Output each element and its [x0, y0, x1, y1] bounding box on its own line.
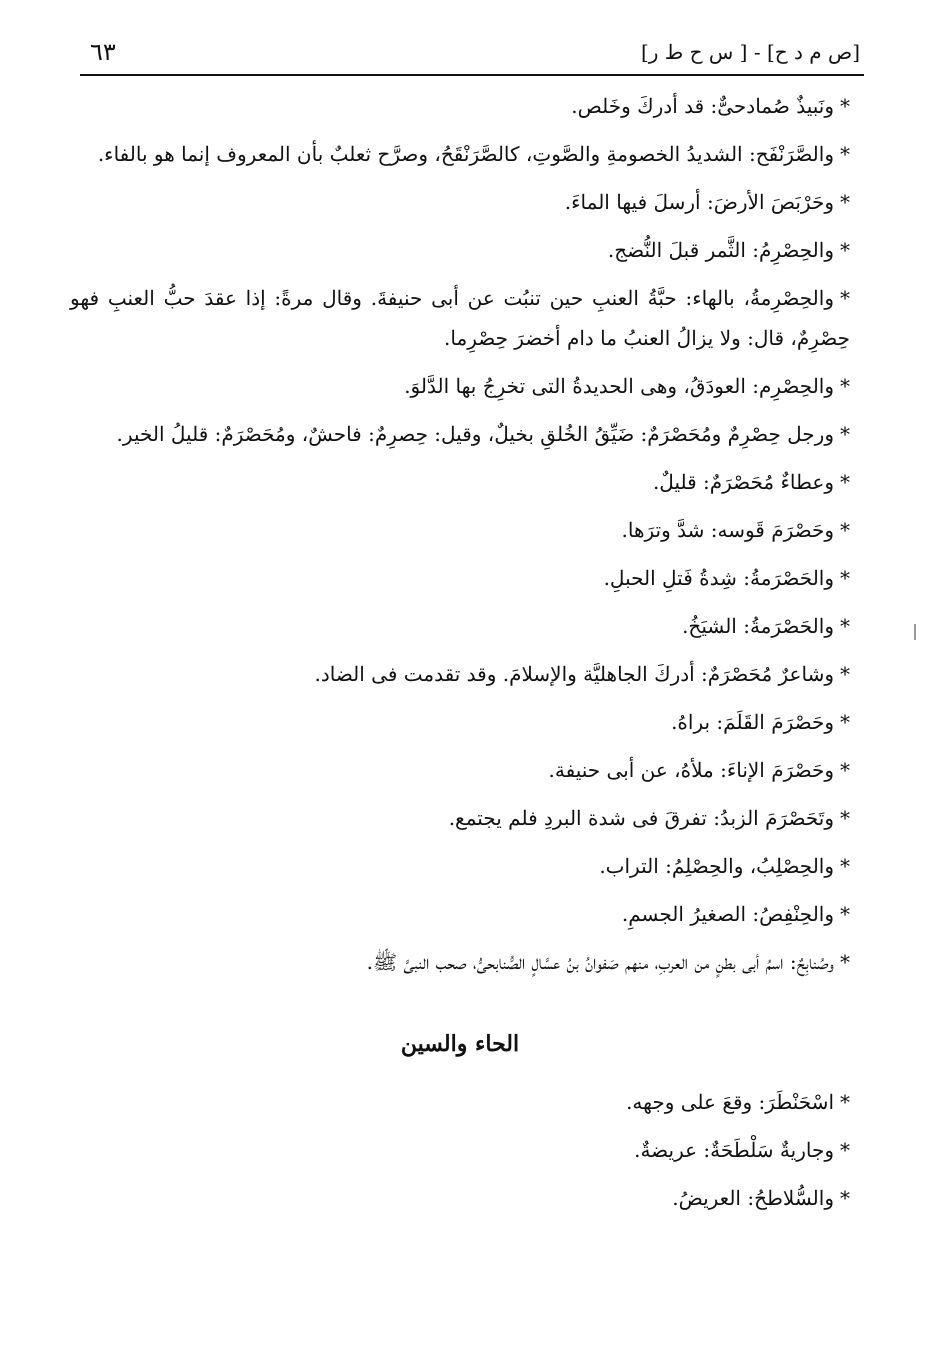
asterisk-marker: *: [840, 374, 850, 398]
entry: [70, 702, 850, 742]
asterisk-marker: *: [840, 238, 850, 262]
margin-mark: [914, 624, 916, 640]
asterisk-marker: *: [840, 806, 850, 830]
entry-text: والحَصْرَمةُ: شِدةُ فَتلِ الحبلِ.: [603, 566, 834, 590]
entry-text: وتَحَصْرَمَ الزبدُ: تفرقَ فى شدة البردِ فلم يجتمع.: [448, 806, 834, 830]
page-header: [80, 34, 864, 76]
entry-text: وحَصْرَمَ القَلَمَ: براهُ.: [671, 710, 834, 734]
asterisk-marker: *: [840, 950, 850, 974]
asterisk-marker: *: [840, 1138, 850, 1162]
entry: [70, 846, 850, 886]
entry: [70, 510, 850, 550]
entry-text: وحَصْرَمَ الإناءَ: ملأهُ، عن أبى حنيفة.: [548, 758, 834, 782]
entry-text: والصَّرَنْفَح: الشديدُ الخصومةِ والصَّوتِ، كالصَّرَنْقَحُ، وصرَّح ثعلبٌ بأن المعروف إنما هو بالفاء.: [97, 142, 834, 166]
entry: [70, 230, 850, 270]
entry: [70, 558, 850, 598]
asterisk-marker: *: [840, 94, 850, 118]
entry: [70, 1082, 850, 1122]
entry-text: والسُّلاطحُ: العريضُ.: [672, 1186, 834, 1210]
asterisk-marker: *: [840, 902, 850, 926]
entry: [70, 1178, 850, 1218]
entry-text: والحِصْرِمُ: الثَّمر قبلَ النُّضج.: [607, 238, 834, 262]
entry: [70, 462, 850, 502]
header-title: [ص م د ح] - [ س ح ط ر]: [640, 40, 860, 64]
asterisk-marker: *: [840, 518, 850, 542]
entry: [70, 1130, 850, 1170]
entry-text: وحَرْبَصَ الأرضَ: أرسلَ فيها الماءَ.: [564, 190, 834, 214]
entry-text: وعطاءٌ مُحَصْرَمٌ: قليلٌ.: [652, 470, 834, 494]
asterisk-marker: *: [840, 854, 850, 878]
asterisk-marker: *: [840, 422, 850, 446]
entry-text: والحَصْرَمةُ: الشيَخُ.: [682, 614, 834, 638]
asterisk-marker: *: [840, 614, 850, 638]
entry: [70, 86, 850, 126]
entry: [70, 134, 850, 174]
asterisk-marker: *: [840, 566, 850, 590]
entry-text: والحِصْرِم: العودَقُ، وهى الحديدةُ التى تخرِجُ بها الدَّلوَ.: [404, 374, 834, 398]
entry: [70, 654, 850, 694]
asterisk-marker: *: [840, 470, 850, 494]
asterisk-marker: *: [840, 1090, 850, 1114]
entry: [70, 278, 850, 358]
entry-text: وشاعرٌ مُحَصْرَمٌ: أدركَ الجاهليَّة والإسلامَ. وقد تقدمت فى الضاد.: [314, 662, 834, 686]
entry-text: وجاريةٌ سَلْطَحَةٌ: عريضةٌ.: [634, 1138, 834, 1162]
section-heading: الحاء والسين: [400, 1031, 520, 1057]
entry-text: ورجل حِصْرِمٌ ومُحَصْرَمٌ: ضَيِّقُ الخُلقِ بخيلٌ، وقيل: حِصرِمٌ: فاحشٌ، ومُحَصْرَمٌ: قليلُ الخير.: [116, 422, 834, 446]
asterisk-marker: *: [840, 1186, 850, 1210]
entry: [70, 414, 850, 454]
entry-text: وحَصْرَمَ قَوسه: شدَّ وترَها.: [621, 518, 834, 542]
asterisk-marker: *: [840, 190, 850, 214]
entry: [70, 750, 850, 790]
entry: [70, 606, 850, 646]
entry: [70, 894, 850, 934]
entry: [70, 366, 850, 406]
entry: [70, 798, 850, 838]
entry-text: والحِصْلِبُ، والحِصْلِمُ: التراب.: [599, 854, 834, 878]
asterisk-marker: *: [840, 758, 850, 782]
page-body: [70, 86, 850, 1226]
page-number: ٦٣: [90, 38, 116, 66]
entry-text: والحِصْرِمةُ، بالهاء: حبَّةُ العنبِ حين تنبُت عن أبى حنيفةَ. وقال مرةً: إذا عقدَ حبُّ العنبِ فهو حِصْرِمٌ، قال: ولا يزالُ العنبُ ما دام أخضرَ حِصْرِما.: [70, 286, 850, 350]
entry: [70, 942, 850, 982]
asterisk-marker: *: [840, 662, 850, 686]
entry-text: ونَبيذٌ صُمادحىٌّ: قد أدركَ وخَلص.: [571, 94, 834, 118]
asterisk-marker: *: [840, 286, 850, 310]
entry: [70, 182, 850, 222]
entry-text: وصُنابِحٌ: اسمُ أبى بطنٍ من العربِ، منهم صَفوانُ بنُ عسَّالٍ الصُّنابحىُّ، صحب النبىَّ ﷺ.: [366, 950, 834, 974]
entry-text: اسْحَنْطَرَ: وقعَ على وجهه.: [626, 1090, 834, 1114]
asterisk-marker: *: [840, 142, 850, 166]
asterisk-marker: *: [840, 710, 850, 734]
entry-text: والحِنْفِصُ: الصغيرُ الجسمِ.: [621, 902, 834, 926]
